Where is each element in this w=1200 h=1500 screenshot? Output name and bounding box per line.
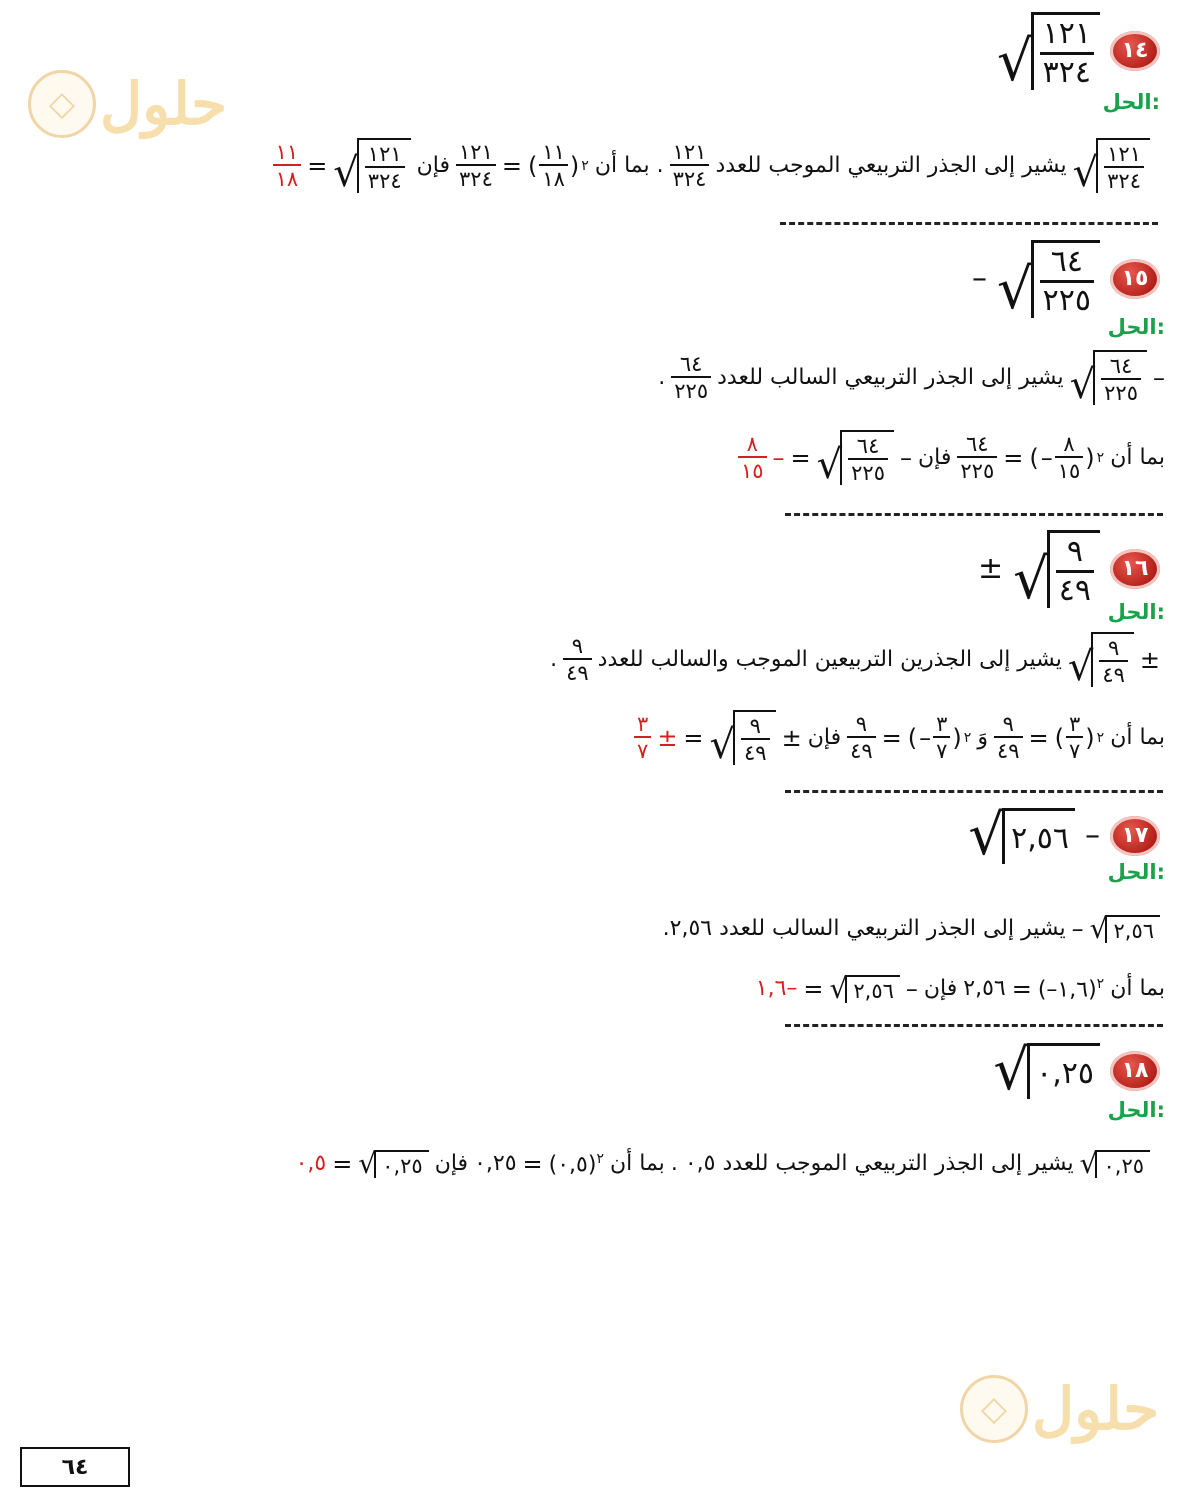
radical: √ $\frac{٦٤}{٢٢٥}$ [817, 430, 894, 485]
minus-sign: – [971, 261, 987, 296]
radical: √ $\frac{١٢١}{٣٢٤}$ [333, 138, 410, 193]
solution-label: الحل: [1107, 1098, 1165, 1122]
squared-expression: ( $\frac{١١}{١٨}$ ) ٢ [527, 140, 589, 192]
watermark-logo-top [28, 70, 227, 138]
problem-number-badge: ١٦ [1110, 549, 1160, 589]
book-icon: ◇ [28, 70, 96, 138]
text: فإن [434, 1151, 469, 1176]
text: بما أن [1110, 724, 1165, 750]
solution-label: الحل: [1107, 600, 1165, 624]
problem-17-heading [968, 803, 1160, 868]
p18-line1: √ ٠,٢٥ يشير إلى الجذر التربيعي الموجب للعدد ٠,٥ . بما أن (٠,٥)$^٢$ = ٠,٢٥ فإن √ ٠,٢٥ = ٠,٥ [296, 1150, 1150, 1178]
fraction: $\frac{١٢١}{٣٢٤}$ [456, 140, 496, 191]
radical: √ $\frac{١٢١}{٣٢٤}$ [1073, 138, 1150, 193]
fraction: $\frac{٦٤}{٢٢٥}$ [671, 352, 711, 403]
squared-expression: ( – $\frac{٨}{١٥}$ ) ٢ [1029, 432, 1105, 484]
answer: ٠,٥ [295, 1151, 327, 1176]
problem-number-badge: ١٨ [1110, 1051, 1160, 1091]
problem-number-badge: ١٤ [1110, 31, 1160, 71]
p16-line2: بما أن ( $\frac{٣}{٧}$ ) ٢ = $\frac{٩}{٤٩}$ وَ ( – $\frac{٣}{٧}$ ) ٢ = $\frac{٩}{٤٩}$ فإن ± √ $\frac{٩}{٤٩}$ = ± $\frac{٣}{٧}$ [634, 710, 1165, 765]
problem-14-heading [996, 12, 1160, 94]
book-icon: ◇ [960, 1375, 1028, 1443]
radical-16: √ $\frac{٩}{٤٩}$ [1013, 530, 1100, 608]
fraction: $\frac{١٢١}{٣٢٤}$ [1040, 17, 1094, 90]
text: فإن [918, 444, 952, 470]
fraction: $\frac{٩}{٤٩}$ [563, 634, 592, 685]
radical-15: √ $\frac{٦٤}{٢٢٥}$ [997, 240, 1100, 318]
answer-fraction: $\frac{٨}{١٥}$ [738, 432, 767, 483]
text: يشير إلى الجذرين التربيعين الموجب والسالب للعدد [597, 646, 1062, 672]
minus-sign: – [1085, 818, 1100, 853]
problem-number-badge: ١٧ [1110, 816, 1160, 856]
answer-fraction: $\frac{٣}{٧}$ [634, 712, 651, 763]
fraction: $\frac{٦٤}{٢٢٥}$ [957, 432, 997, 483]
squared-expression: (٠,٥)$^٢$ [548, 1150, 604, 1178]
problem-15-heading [971, 240, 1160, 322]
text: فإن [416, 152, 451, 178]
text: فإن [807, 724, 842, 750]
p16-line1: ± √ $\frac{٩}{٤٩}$ يشير إلى الجذرين التربيعين الموجب والسالب للعدد $\frac{٩}{٤٩}$ . [550, 634, 1160, 691]
solution-label: الحل: [1102, 90, 1160, 114]
p15-line2: بما أن ( – $\frac{٨}{١٥}$ ) ٢ = $\frac{٦٤}{٢٢٥}$ فإن – √ $\frac{٦٤}{٢٢٥}$ = – $\frac{٨}{١٥}$ [738, 430, 1165, 485]
squared-expression: ( – $\frac{٣}{٧}$ ) ٢ [907, 712, 972, 764]
watermark-text: حلول [100, 70, 228, 138]
solution-label: الحل: [1107, 315, 1165, 339]
text: فإن [923, 976, 958, 1001]
divider [785, 1024, 1163, 1027]
problem-18-heading [993, 1038, 1160, 1103]
equals-sign: = [307, 151, 328, 180]
fraction: $\frac{١٢١}{٣٢٤}$ [670, 140, 710, 191]
p14-line1 [273, 138, 1150, 197]
page-number: ٦٤ [20, 1447, 130, 1487]
p17-line2: بما أن (–١,٦)$^٢$ = ٢,٥٦ فإن – √ ٢,٥٦ = –١,٦ [755, 972, 1165, 1005]
radical: √ $\frac{٩}{٤٩}$ [710, 710, 776, 765]
text: . بما أن [594, 152, 664, 178]
plus-minus-sign: ± [977, 551, 1004, 586]
p17-line1: √ ٢,٥٦ – يشير إلى الجذر التربيعي السالب للعدد ٢,٥٦. [663, 915, 1160, 943]
text: بما أن [610, 1151, 665, 1176]
text: يشير إلى الجذر التربيعي الموجب للعدد [715, 152, 1067, 178]
divider [780, 222, 1158, 225]
answer-fraction: $\frac{١١}{١٨}$ [273, 140, 302, 191]
radical-sign: √ [996, 29, 1033, 94]
watermark-text: حلول [1032, 1375, 1160, 1443]
radical: √ ٠,٢٥ [1080, 1150, 1150, 1178]
text: بما أن [1110, 444, 1165, 470]
answer: –١,٦ [755, 976, 798, 1001]
divider [785, 513, 1163, 516]
solution-label: الحل: [1107, 860, 1165, 884]
radical: √ ٠,٢٥ [358, 1150, 428, 1178]
radical: √ $\frac{٦٤}{٢٢٥}$ [1070, 350, 1147, 405]
radical: √ ٢,٥٦ [1090, 915, 1160, 943]
text: بما أن [1110, 976, 1165, 1001]
radical-18: √ ٠,٢٥ [993, 1043, 1100, 1099]
radical-14 [996, 12, 1100, 94]
problem-number-badge: ١٥ [1110, 259, 1160, 299]
problem-16-heading [977, 530, 1160, 612]
text: يشير إلى الجذر التربيعي السالب للعدد ٢,٥٦. [662, 916, 1066, 941]
divider [785, 790, 1163, 793]
radical-17: √ ٢,٥٦ [968, 808, 1075, 864]
text: يشير إلى الجذر التربيعي الموجب للعدد ٠,٥ . [670, 1151, 1074, 1176]
equals-sign: = [501, 151, 522, 180]
radical: √ ٢,٥٦ [830, 975, 900, 1003]
radical: √ $\frac{٩}{٤٩}$ [1068, 632, 1134, 687]
p15-line1: – √ $\frac{٦٤}{٢٢٥}$ يشير إلى الجذر التربيعي السالب للعدد $\frac{٦٤}{٢٢٥}$ . [658, 352, 1165, 409]
watermark-logo-bottom [960, 1375, 1159, 1443]
squared-expression: ( $\frac{٣}{٧}$ ) ٢ [1054, 712, 1105, 764]
text: يشير إلى الجذر التربيعي السالب للعدد [717, 364, 1064, 390]
squared-expression: (–١,٦)$^٢$ [1037, 975, 1105, 1003]
